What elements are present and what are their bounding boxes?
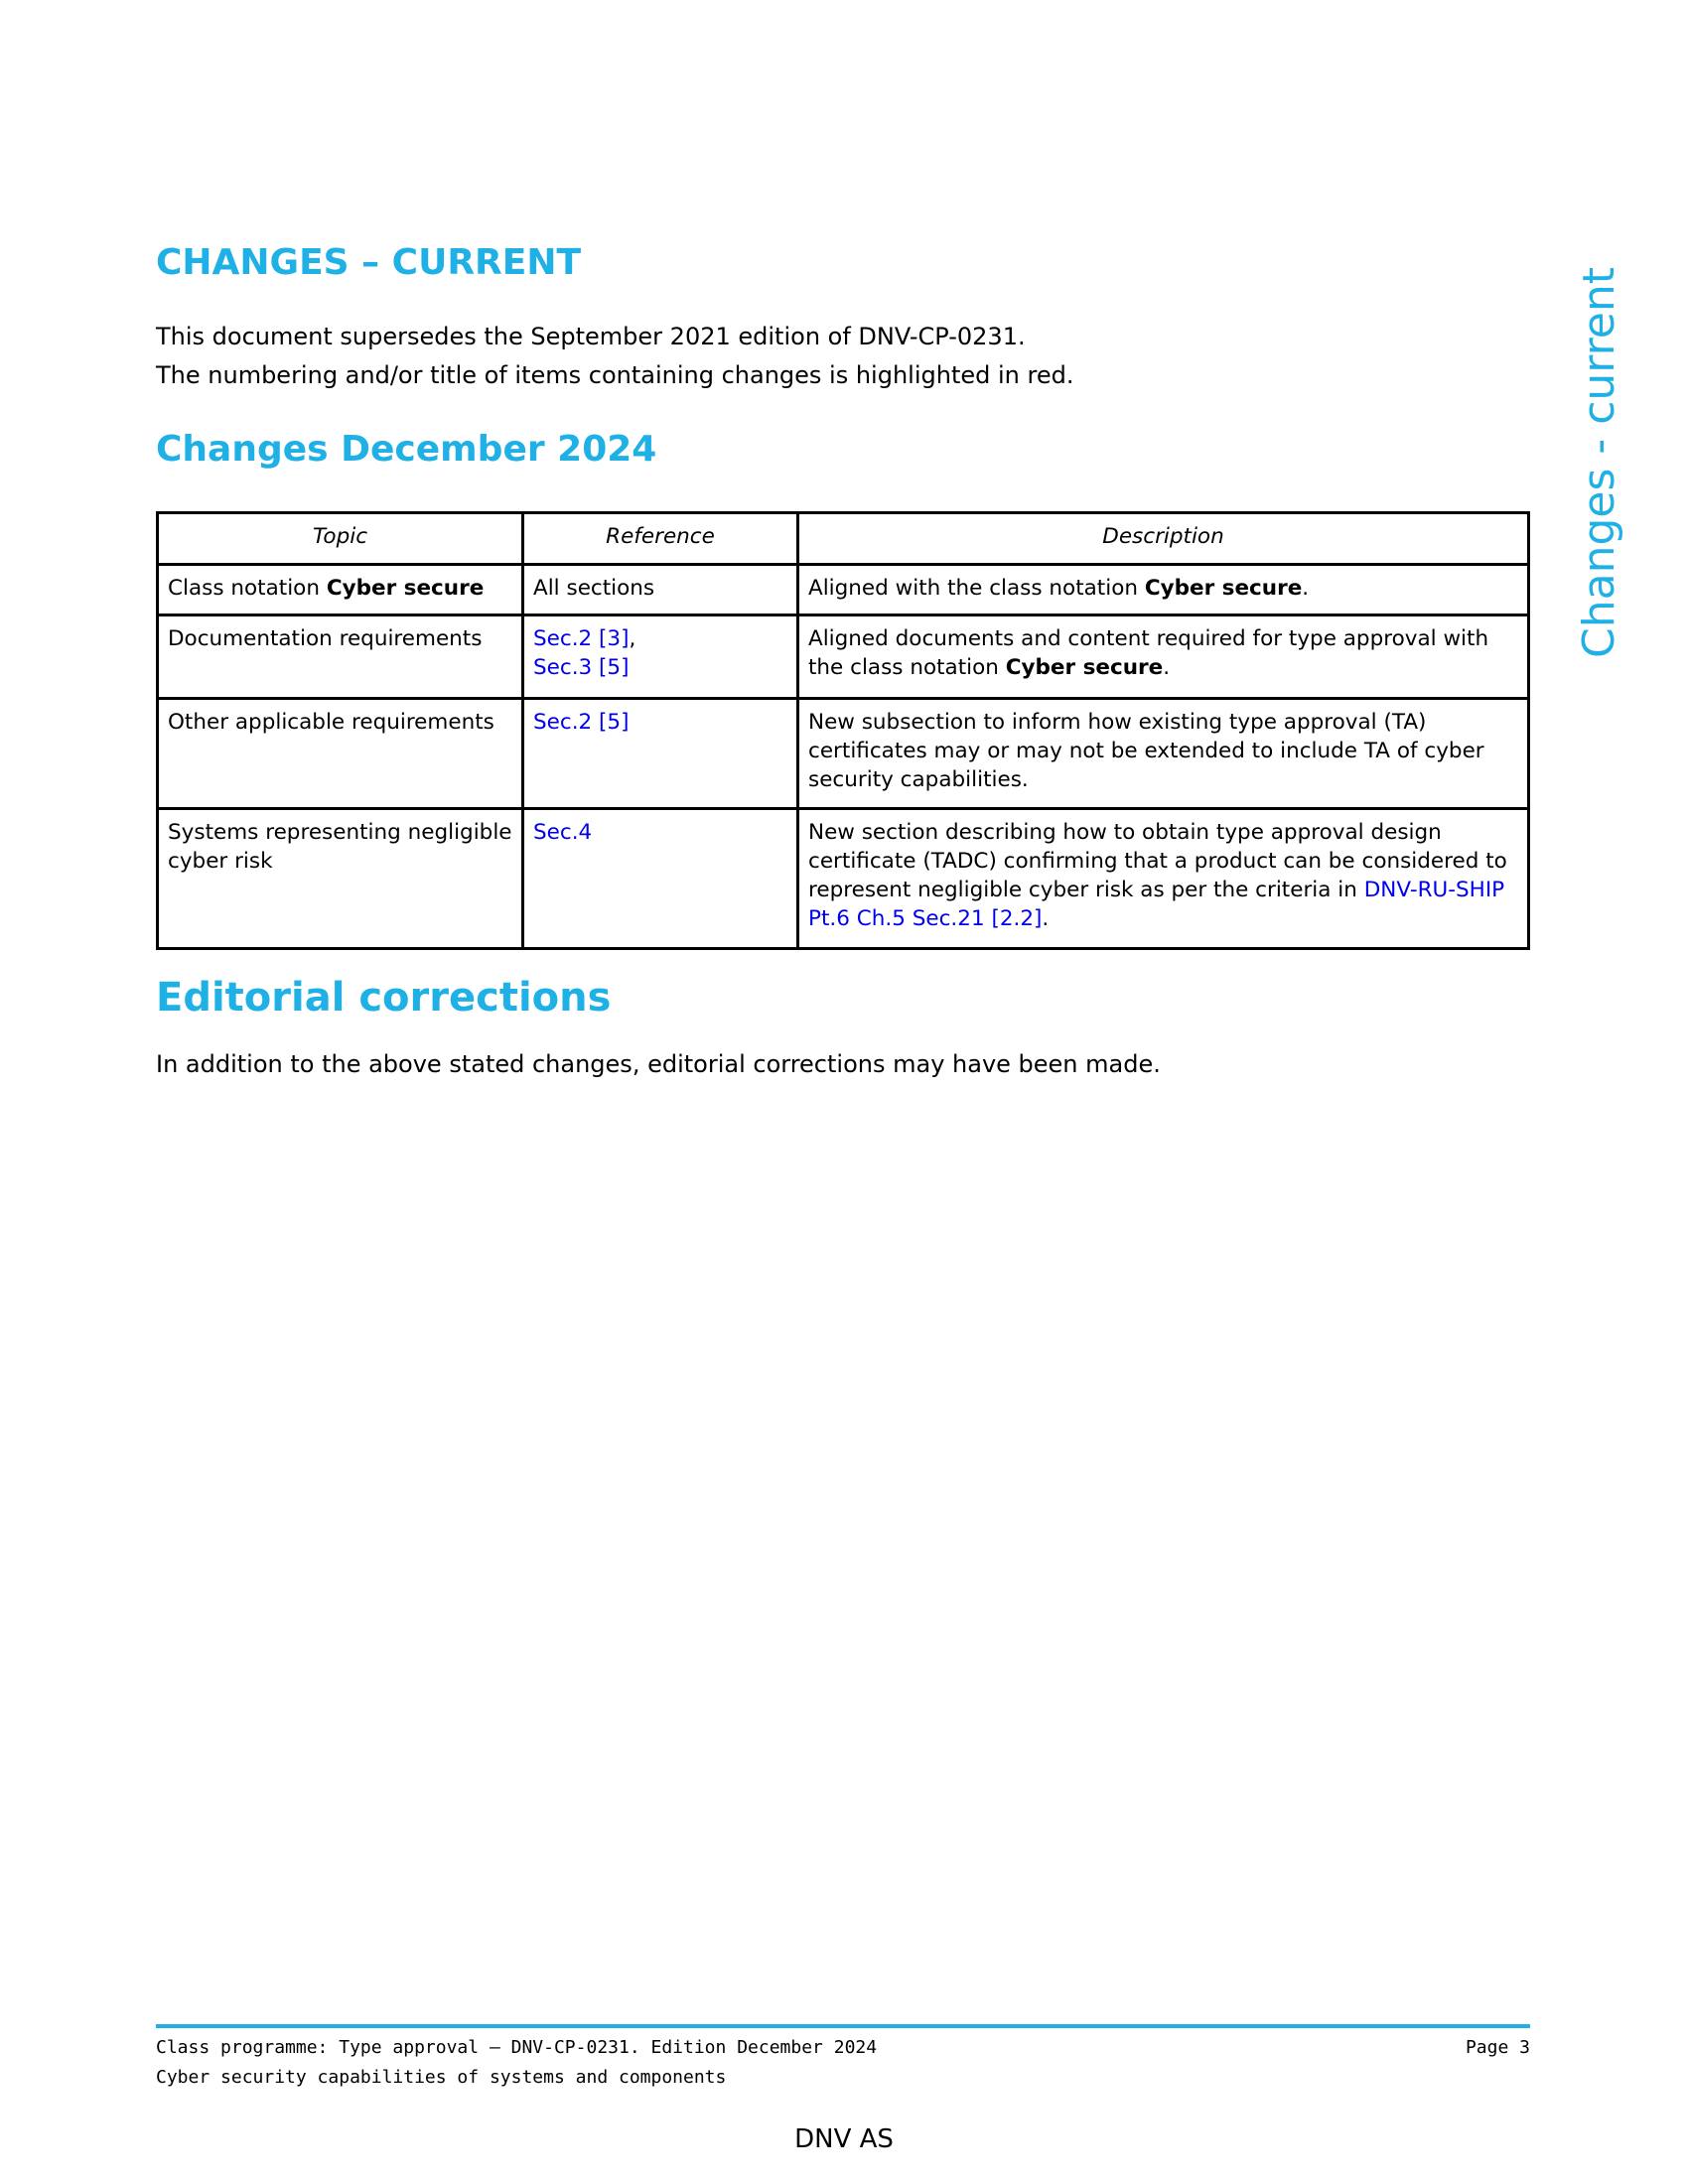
description-cell: [798, 565, 1529, 615]
footer-document-info: [156, 2033, 877, 2093]
description-text: Aligned with the class notation: [808, 576, 1145, 601]
page-title: CHANGES – CURRENT: [156, 242, 582, 283]
table-header-row: [158, 513, 1529, 565]
topic-cell: [158, 809, 523, 949]
table-row: [158, 615, 1529, 699]
footer-divider: [156, 2024, 1530, 2028]
reference-link[interactable]: Sec.4: [533, 820, 593, 845]
page-number: Page 3: [1465, 2037, 1530, 2058]
description-cell: [798, 699, 1529, 809]
topic-text: Other applicable requirements: [168, 710, 494, 735]
topic-bold-text: Cyber secure: [326, 576, 485, 601]
description-text: New section describing how to obtain type approval design certificate (TADC) confirming that a product can be considered to represent negligible cyber risk as per the criteria in: [808, 820, 1507, 902]
table-row: [158, 565, 1529, 615]
column-header-description: Description: [798, 513, 1529, 565]
footer-line-2: Cyber security capabilities of systems and components: [156, 2067, 727, 2088]
reference-cell: [523, 565, 798, 615]
intro-line-2: The numbering and/or title of items containing changes is highlighted in red.: [156, 361, 1074, 389]
description-bold-text: Cyber secure: [1144, 576, 1303, 601]
changes-table: [156, 511, 1530, 950]
topic-text: Documentation requirements: [168, 626, 483, 651]
table-row: [158, 699, 1529, 809]
changes-heading: Changes December 2024: [156, 429, 657, 470]
intro-text: [156, 318, 1073, 395]
description-cell: [798, 615, 1529, 699]
description-text: New subsection to inform how existing type approval (TA) certificates may or may not be extended to include TA of cyber security capabilities.: [808, 710, 1484, 792]
description-suffix: .: [1163, 655, 1171, 680]
reference-cell: [523, 699, 798, 809]
reference-link[interactable]: Sec.3 [5]: [533, 655, 630, 680]
description-cell: [798, 809, 1529, 949]
editorial-text: In addition to the above stated changes, editorial corrections may have been made.: [156, 1050, 1161, 1078]
table-row: [158, 809, 1529, 949]
reference-cell: [523, 615, 798, 699]
description-suffix: .: [1042, 906, 1050, 931]
reference-link[interactable]: Sec.2 [3]: [533, 626, 630, 651]
intro-line-1: This document supersedes the September 2021 edition of DNV-CP-0231.: [156, 323, 1026, 350]
column-header-reference: Reference: [523, 513, 798, 565]
topic-text: Class notation: [168, 576, 327, 601]
reference-link[interactable]: Sec.2 [5]: [533, 710, 630, 735]
rule-reference-link[interactable]: DNV-RU-SHIP Pt.6 Ch.5 Sec.21 [2.2]: [808, 878, 1505, 931]
description-bold-text: Cyber secure: [1005, 655, 1164, 680]
topic-cell: [158, 699, 523, 809]
side-title-text: Changes - current: [1574, 267, 1624, 658]
reference-separator: ,: [629, 626, 636, 651]
reference-cell: [523, 809, 798, 949]
topic-text: Systems representing negligible cyber risk: [168, 820, 512, 874]
reference-text: All sections: [533, 576, 655, 601]
company-name: DNV AS: [794, 2124, 894, 2154]
description-text: Aligned documents and content required for type approval with the class notation: [808, 626, 1489, 680]
column-header-topic: Topic: [158, 513, 523, 565]
footer-line-1: Class programme: Type approval — DNV-CP-0231. Edition December 2024: [156, 2037, 878, 2058]
editorial-heading: Editorial corrections: [156, 975, 612, 1021]
description-suffix: .: [1302, 576, 1310, 601]
topic-cell: [158, 565, 523, 615]
topic-cell: [158, 615, 523, 699]
